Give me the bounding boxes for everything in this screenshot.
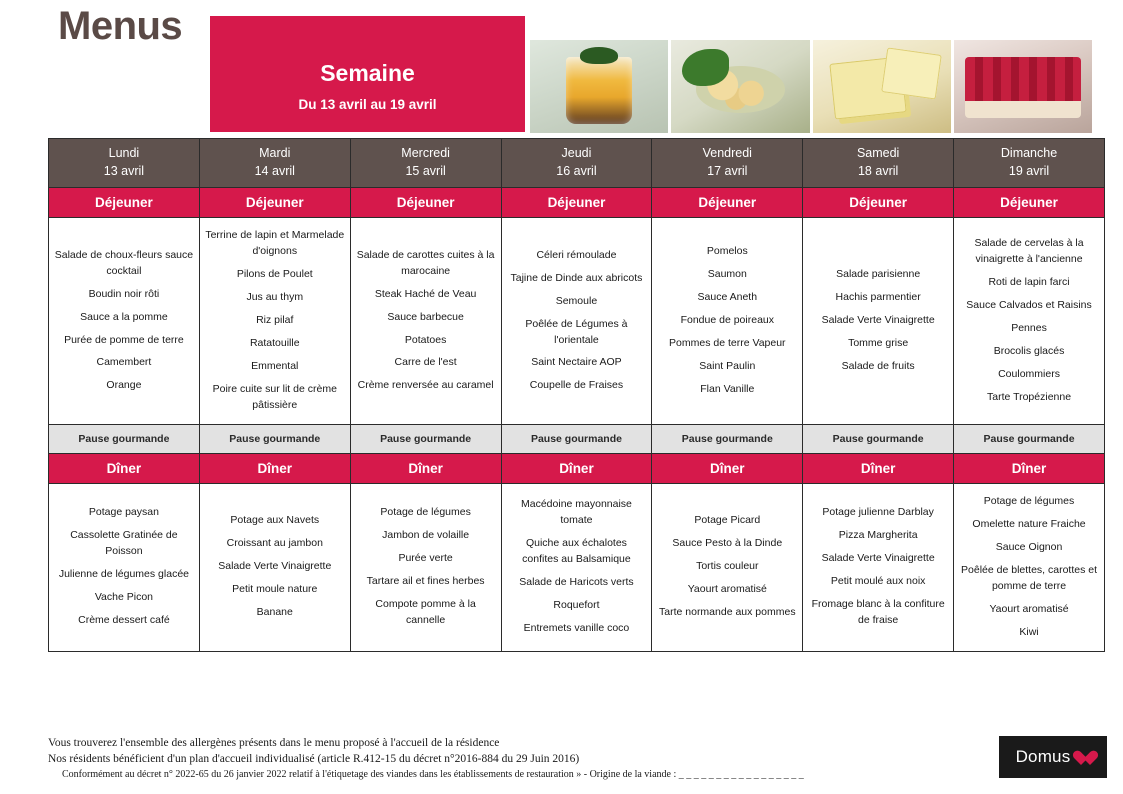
day-date: 15 avril [405, 164, 446, 179]
photo-fromage [813, 40, 951, 133]
dinner-dish: Pizza Margherita [838, 529, 918, 542]
lunch-dish: Sauce a la pomme [80, 310, 168, 323]
lunch-dish: Flan Vanille [700, 382, 755, 395]
lunch-dish: Saint Paulin [699, 359, 756, 372]
lunch-dish: Jus au thym [246, 291, 304, 304]
day-date: 17 avril [707, 164, 748, 179]
heart-icon [1073, 750, 1090, 767]
snack-label: Pause gourmande [954, 424, 1105, 453]
dinner-label: Dîner [803, 453, 954, 483]
day-header-row [49, 139, 1105, 188]
dinner-dish: Julienne de légumes glacée [58, 568, 190, 581]
lunch-dish: Coupelle de Fraises [529, 379, 624, 392]
lunch-dish: Poêlée de Légumes à l'orientale [525, 317, 628, 346]
lunch-dish: Pomelos [706, 245, 748, 258]
lunch-cell-lundi [49, 218, 200, 425]
lunch-header-row [49, 188, 1105, 218]
lunch-dish: Céleri rémoulade [536, 248, 617, 261]
day-name: Lundi [108, 146, 140, 160]
day-header-mardi [199, 139, 350, 188]
week-range: Du 13 avril au 19 avril [298, 97, 437, 112]
lunch-cell-mercredi [350, 218, 501, 425]
dinner-dish: Potage de légumes [983, 494, 1075, 507]
dinner-dish: Banane [256, 606, 293, 619]
snack-label: Pause gourmande [350, 424, 501, 453]
lunch-dish: Sauce barbecue [387, 310, 464, 323]
day-date: 16 avril [556, 164, 597, 179]
dinner-label: Dîner [350, 453, 501, 483]
day-name: Dimanche [1000, 146, 1058, 160]
dinner-cell-dimanche [954, 483, 1105, 651]
day-header-samedi [803, 139, 954, 188]
lunch-dishes-row [49, 218, 1105, 425]
dinner-dish: Sauce Oignon [995, 540, 1063, 553]
snack-row [49, 424, 1105, 453]
lunch-dish: Tarte Tropézienne [987, 390, 1072, 403]
dinner-cell-vendredi [652, 483, 803, 651]
dinner-cell-lundi [49, 483, 200, 651]
lunch-cell-jeudi [501, 218, 652, 425]
snack-label: Pause gourmande [199, 424, 350, 453]
lunch-dish: Pommes de terre Vapeur [669, 337, 786, 350]
lunch-dish: Semoule [555, 294, 598, 307]
lunch-dish: Carre de l'est [394, 356, 457, 369]
day-name: Mercredi [401, 146, 450, 160]
dinner-dish: Poêlée de blettes, carottes et pomme de terre [961, 563, 1098, 592]
lunch-dish: Saumon [707, 268, 747, 281]
dinner-dish: Yaourt aromatisé [989, 602, 1069, 615]
dinner-dish: Potage Picard [694, 514, 761, 527]
lunch-cell-samedi [803, 218, 954, 425]
dinner-dish: Fromage blanc à la confiture de fraise [811, 598, 945, 627]
lunch-dish: Orange [106, 379, 142, 392]
day-header-vendredi [652, 139, 803, 188]
dinner-dish: Kiwi [1019, 625, 1039, 638]
lunch-dish: Sauce Aneth [697, 291, 758, 304]
lunch-dish: Potatoes [404, 333, 447, 346]
day-header-mercredi [350, 139, 501, 188]
domus-logo [999, 736, 1107, 778]
lunch-dish: Purée de pomme de terre [64, 333, 184, 346]
lunch-dish: Steak Haché de Veau [374, 287, 477, 300]
dinner-dish: Jambon de volaille [382, 529, 470, 542]
dinner-dish: Yaourt aromatisé [687, 583, 767, 596]
snack-label: Pause gourmande [49, 424, 200, 453]
week-banner [210, 16, 525, 132]
lunch-dish: Salade de choux-fleurs sauce cocktail [54, 248, 194, 277]
day-header-dimanche [954, 139, 1105, 188]
week-label: Semaine [320, 60, 415, 86]
photo-salade-pates [671, 40, 809, 133]
weekly-menu-table [48, 138, 1105, 652]
footer-line-origine-viande: Conformément au décret n° 2022-65 du 26 janvier 2022 relatif à l'étiquetage des viandes dans les établissements de restauration » - Origine de la viande : _ _ _ _ _ _ _ _ _ _ _ _ _ _ _ _ _ [62, 769, 804, 780]
lunch-label: Déjeuner [954, 188, 1105, 218]
lunch-label: Déjeuner [652, 188, 803, 218]
lunch-cell-vendredi [652, 218, 803, 425]
snack-label: Pause gourmande [803, 424, 954, 453]
lunch-label: Déjeuner [803, 188, 954, 218]
dinner-dish: Vache Picon [94, 591, 154, 604]
lunch-dish: Tomme grise [848, 337, 909, 350]
dinner-dish: Purée verte [398, 552, 453, 565]
lunch-dish: Boudin noir rôti [88, 287, 160, 300]
dinner-dish: Roquefort [553, 599, 600, 612]
dinner-dish: Omelette nature Fraiche [972, 517, 1086, 530]
dinner-cell-samedi [803, 483, 954, 651]
lunch-dish: Crème renversée au caramel [357, 379, 494, 392]
lunch-dish: Hachis parmentier [835, 291, 921, 304]
dinner-cell-mardi [199, 483, 350, 651]
lunch-dish: Ratatouille [249, 337, 300, 350]
lunch-dish: Roti de lapin farci [988, 276, 1070, 289]
lunch-label: Déjeuner [350, 188, 501, 218]
dinner-dish: Quiche aux échalotes confites au Balsamique [522, 537, 631, 566]
day-date: 14 avril [254, 164, 295, 179]
lunch-cell-mardi [199, 218, 350, 425]
snack-label: Pause gourmande [652, 424, 803, 453]
lunch-dish: Pilons de Poulet [236, 268, 313, 281]
day-header-lundi [49, 139, 200, 188]
lunch-dish: Salade Verte Vinaigrette [821, 314, 935, 327]
page-title: Menus [58, 4, 183, 48]
dinner-dish: Tortis couleur [696, 560, 759, 573]
dinner-label: Dîner [652, 453, 803, 483]
dinner-dish: Croissant au jambon [226, 537, 323, 550]
dinner-cell-jeudi [501, 483, 652, 651]
lunch-dish: Salade de cervelas à la vinaigrette à l'ancienne [974, 237, 1084, 266]
header-photo-strip [530, 40, 1092, 133]
snack-label: Pause gourmande [501, 424, 652, 453]
dinner-dishes-row [49, 483, 1105, 651]
lunch-dish: Brocolis glacés [993, 344, 1065, 357]
lunch-dish: Terrine de lapin et Marmelade d'oignons [205, 229, 345, 258]
day-date: 18 avril [857, 164, 899, 179]
dinner-dish: Petit moule nature [232, 583, 318, 596]
photo-verrine-mangue [530, 40, 668, 133]
lunch-dish: Salade de fruits [841, 359, 915, 372]
lunch-dish: Sauce Calvados et Raisins [966, 299, 1092, 312]
domus-logo-text: Domus [1015, 747, 1071, 766]
lunch-label: Déjeuner [199, 188, 350, 218]
dinner-dish: Compote pomme à la cannelle [375, 598, 476, 627]
lunch-dish: Riz pilaf [256, 314, 294, 327]
dinner-dish: Tarte normande aux pommes [659, 606, 796, 619]
dinner-dish: Potage paysan [88, 506, 159, 519]
dinner-dish: Macédoine mayonnaise tomate [521, 498, 632, 527]
lunch-label: Déjeuner [501, 188, 652, 218]
dinner-dish: Crème dessert café [78, 614, 170, 627]
photo-gateau-framboises [954, 40, 1092, 133]
dinner-header-row [49, 453, 1105, 483]
dinner-dish: Entremets vanille coco [523, 622, 630, 635]
dinner-label: Dîner [199, 453, 350, 483]
dinner-label: Dîner [49, 453, 200, 483]
day-name: Jeudi [561, 146, 592, 160]
footer-line-plan-accueil: Nos résidents bénéficient d'un plan d'accueil individualisé (article R.412-15 du décret n°2016-884 du 29 Juin 2016) [48, 753, 580, 765]
dinner-cell-mercredi [350, 483, 501, 651]
day-name: Vendredi [702, 146, 752, 160]
dinner-label: Dîner [954, 453, 1105, 483]
lunch-dish: Pennes [1011, 322, 1047, 335]
lunch-dish: Salade parisienne [836, 268, 921, 281]
dinner-dish: Tartare ail et fines herbes [366, 575, 485, 588]
dinner-dish: Cassolette Gratinée de Poisson [70, 529, 178, 558]
dinner-dish: Sauce Pesto à la Dinde [672, 537, 783, 550]
footer-notes [48, 737, 1048, 780]
day-date: 19 avril [1008, 164, 1050, 179]
dinner-dish: Potage julienne Darblay [822, 506, 934, 519]
lunch-dish: Camembert [96, 356, 152, 369]
dinner-label: Dîner [501, 453, 652, 483]
lunch-dish: Salade de carottes cuites à la marocaine [356, 248, 495, 277]
day-date: 13 avril [103, 164, 145, 179]
footer-line-allergenes: Vous trouverez l'ensemble des allergènes présents dans le menu proposé à l'accueil de la résidence [48, 737, 500, 749]
lunch-dish: Emmental [251, 359, 299, 372]
lunch-dish: Coulommiers [998, 367, 1060, 380]
day-name: Mardi [259, 146, 291, 160]
lunch-dish: Tajine de Dinde aux abricots [510, 271, 643, 284]
lunch-label: Déjeuner [49, 188, 200, 218]
dinner-dish: Potage aux Navets [230, 514, 320, 527]
dinner-dish: Salade Verte Vinaigrette [821, 552, 935, 565]
dinner-dish: Salade Verte Vinaigrette [218, 560, 332, 573]
dinner-dish: Salade de Haricots verts [519, 576, 634, 589]
dinner-dish: Potage de légumes [380, 506, 471, 519]
lunch-dish: Saint Nectaire AOP [531, 356, 622, 369]
day-header-jeudi [501, 139, 652, 188]
dinner-dish: Petit moulé aux noix [830, 575, 926, 588]
lunch-dish: Fondue de poireaux [680, 314, 774, 327]
lunch-cell-dimanche [954, 218, 1105, 425]
lunch-dish: Poire cuite sur lit de crème pâtissière [212, 382, 337, 411]
day-name: Samedi [856, 146, 900, 160]
page-header [0, 0, 1123, 130]
